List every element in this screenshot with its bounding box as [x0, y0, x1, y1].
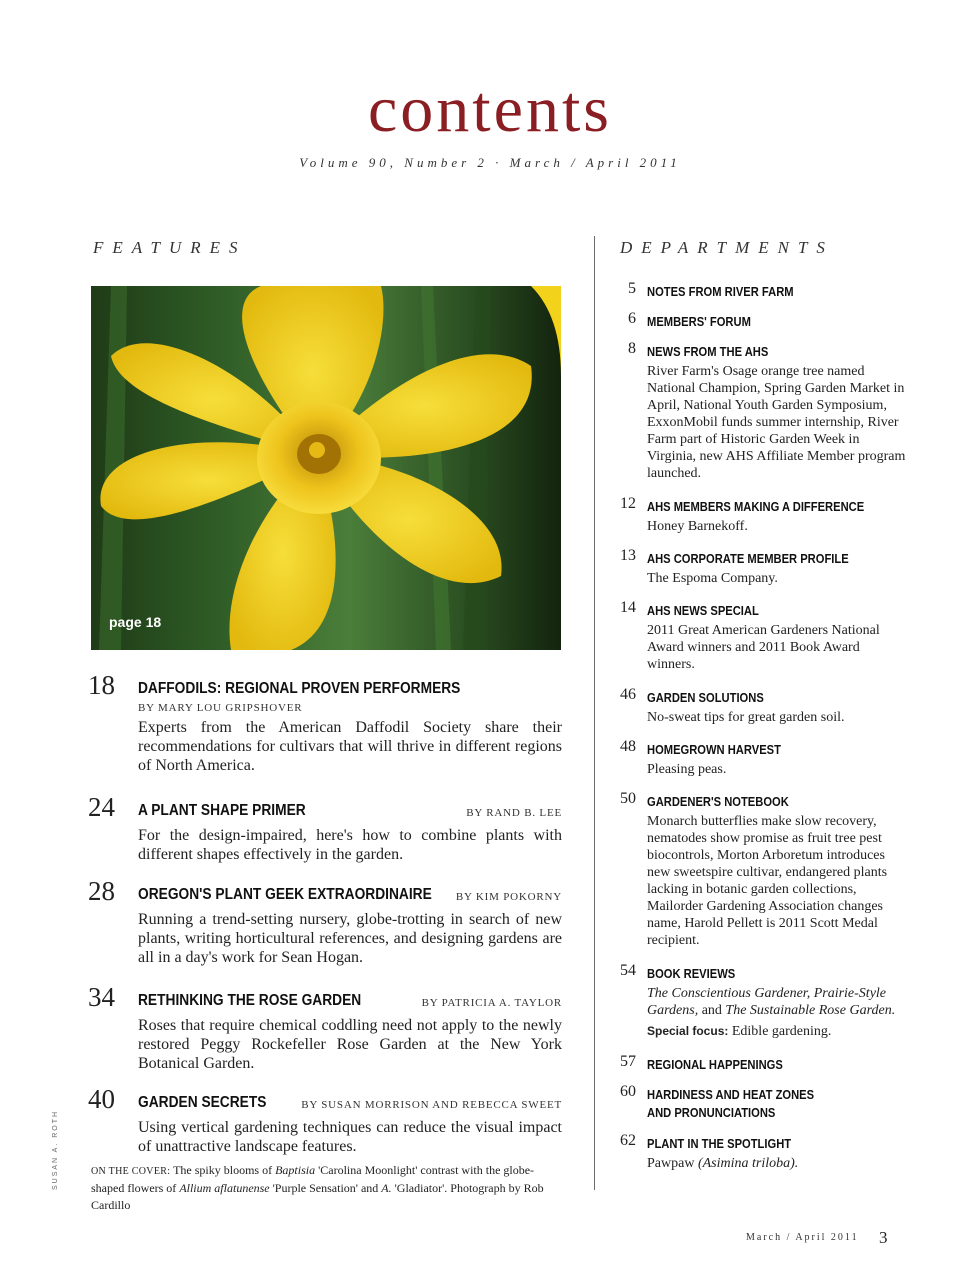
feature-byline: BY MARY LOU GRIPSHOVER [138, 702, 303, 714]
book-titles: The Sustainable Rose Garden. [725, 1003, 896, 1018]
department-title[interactable]: BOOK REVIEWS [647, 966, 736, 981]
department-title[interactable]: GARDEN SOLUTIONS [647, 690, 764, 705]
department-item[interactable] [616, 790, 906, 949]
special-focus-label: Special focus: [647, 1024, 729, 1038]
department-page-number: 60 [620, 1083, 636, 1100]
department-page-number: 8 [628, 340, 636, 357]
department-description: 2011 Great American Gardeners National Award winners and 2011 Book Award winners. [647, 623, 880, 672]
feature-page-number: 28 [88, 876, 115, 906]
feature-item[interactable] [88, 982, 562, 1073]
cover-note-text: 'Gladiator'. Photograph by Rob Cardillo [91, 1181, 544, 1212]
feature-description: Running a trend-setting nursery, globe-trotting in search of new plants, writing horticultural references, and designing gardens are all in a day's work for Sean Hogan. [138, 911, 562, 966]
department-title[interactable]: AHS NEWS SPECIAL [647, 603, 759, 618]
page-title: contents [368, 73, 612, 146]
department-description: Monarch butterflies make slow recovery, nematodes show promise as fruit tree pest biocontrols, Morton Arboretum introduces new sweetspire cultivar, endangered plants lacking in botanic garden collections, Mailorder Gardening Association changes name, Harold Pellett is 2011 Scott Medal recipient. [647, 814, 888, 948]
department-title[interactable]: GARDENER'S NOTEBOOK [647, 794, 789, 809]
department-description [647, 1155, 906, 1172]
department-description: The Espoma Company. [647, 571, 778, 586]
feature-byline: BY SUSAN MORRISON AND REBECCA SWEET [301, 1099, 562, 1111]
pawpaw-latin: (Asimina triloba). [697, 1156, 799, 1171]
cover-note-italic: Allium aflatunense [179, 1181, 270, 1195]
department-item[interactable] [616, 1083, 906, 1122]
feature-byline: BY KIM POKORNY [455, 891, 562, 903]
departments-heading: DEPARTMENTS [620, 238, 834, 257]
department-item[interactable] [616, 599, 906, 673]
footer-page-number: 3 [879, 1228, 888, 1247]
department-page-number: 5 [628, 280, 636, 297]
department-description: Pleasing peas. [647, 762, 727, 777]
feature-description: Using vertical gardening techniques can reduce the visual impact of unattractive landscape features. [138, 1119, 562, 1155]
cover-note-label: ON THE COVER: [91, 1166, 171, 1177]
department-description: No-sweat tips for great garden soil. [647, 710, 845, 725]
department-page-number: 48 [620, 738, 636, 755]
feature-title[interactable]: GARDEN SECRETS [138, 1094, 267, 1111]
department-description: Honey Barnekoff. [647, 519, 748, 534]
department-page-number: 6 [628, 310, 636, 327]
feature-item[interactable] [88, 1084, 562, 1156]
special-focus-text: Edible gardening. [728, 1024, 832, 1039]
department-title[interactable]: PLANT IN THE SPOTLIGHT [647, 1136, 792, 1151]
cover-note-italic: Baptisia [275, 1163, 316, 1177]
feature-page-number: 34 [88, 982, 115, 1012]
department-item[interactable] [616, 1053, 906, 1074]
department-page-number: 57 [620, 1053, 636, 1070]
daffodil-photo[interactable] [91, 286, 561, 650]
department-page-number: 54 [620, 962, 636, 979]
column-divider [594, 236, 595, 1190]
department-page-number: 12 [620, 495, 636, 512]
feature-title[interactable]: RETHINKING THE ROSE GARDEN [138, 992, 362, 1009]
special-focus [647, 1023, 906, 1040]
department-description: River Farm's Osage orange tree named National Champion, Spring Garden Market in April, National Youth Garden Symposium, ExxonMobil funds summer internship, River Farm part of Historic Garden Week in Virginia, new AHS Affiliate Member program launched. [647, 364, 906, 481]
cover-note-text: 'Carolina Moonlight' contrast with the globe-shaped flowers of [91, 1163, 535, 1195]
department-item[interactable] [616, 1132, 906, 1172]
department-page-number: 46 [620, 686, 636, 703]
photo-credit: SUSAN A. ROTH [52, 1109, 59, 1190]
feature-page-number: 18 [88, 670, 115, 700]
feature-page-number: 24 [88, 792, 115, 822]
feature-item[interactable] [88, 876, 562, 967]
department-item[interactable] [616, 962, 906, 1040]
cover-note-text: 'Purple Sensation' and [269, 1181, 382, 1195]
pawpaw-text: Pawpaw [647, 1156, 698, 1171]
feature-description: Experts from the American Daffodil Society share their recommendations for cultivars that will thrive in different regions of North America. [138, 719, 562, 774]
cover-note [91, 1162, 563, 1214]
feature-byline: BY PATRICIA A. TAYLOR [421, 997, 562, 1009]
department-item[interactable] [616, 310, 906, 331]
feature-item[interactable] [88, 670, 562, 775]
department-title[interactable]: MEMBERS' FORUM [647, 314, 751, 329]
issue-subtitle: Volume 90, Number 2 · March / April 2011 [299, 155, 681, 170]
department-title[interactable]: REGIONAL HAPPENINGS [647, 1057, 783, 1072]
feature-title[interactable]: OREGON'S PLANT GEEK EXTRAORDINAIRE [138, 886, 432, 903]
department-description [647, 985, 906, 1019]
department-title[interactable]: NOTES FROM RIVER FARM [647, 284, 794, 299]
department-page-number: 50 [620, 790, 636, 807]
feature-page-number: 40 [88, 1084, 115, 1114]
feature-description: Roses that require chemical coddling need not apply to the newly restored Peggy Rockefeller Rose Garden at the New York Botanical Garden. [138, 1017, 562, 1072]
department-item[interactable] [616, 686, 906, 726]
department-item[interactable] [616, 738, 906, 778]
department-title[interactable]: HOMEGROWN HARVEST [647, 742, 781, 757]
department-item[interactable] [616, 280, 906, 301]
feature-description: For the design-impaired, here's how to combine plants with different shapes effectively in the garden. [138, 827, 562, 863]
department-title[interactable]: NEWS FROM THE AHS [647, 344, 769, 359]
department-item[interactable] [616, 547, 906, 587]
photo-page-caption: page 18 [109, 614, 162, 630]
department-page-number: 14 [620, 599, 636, 616]
department-title[interactable]: AHS MEMBERS MAKING A DIFFERENCE [647, 499, 865, 514]
cover-note-italic: A. [381, 1181, 392, 1195]
feature-title[interactable]: A PLANT SHAPE PRIMER [138, 802, 306, 819]
daffodil-illustration [91, 286, 561, 650]
department-title[interactable]: AHS CORPORATE MEMBER PROFILE [647, 551, 849, 566]
department-page-number: 13 [620, 547, 636, 564]
department-title[interactable]: HARDINESS AND HEAT ZONES AND PRONUNCIATIONS [647, 1087, 815, 1120]
footer-issue: March / April 2011 [746, 1232, 859, 1243]
department-page-number: 62 [620, 1132, 636, 1149]
feature-byline: BY RAND B. LEE [466, 807, 562, 819]
feature-title[interactable]: DAFFODILS: REGIONAL PROVEN PERFORMERS [138, 680, 461, 697]
book-titles: The Conscientious Gardener, Prairie-Style Gardens, [647, 986, 887, 1018]
feature-item[interactable] [88, 792, 562, 864]
book-and: and [698, 1003, 726, 1018]
department-item[interactable] [616, 340, 906, 482]
features-heading: FEATURES [93, 238, 247, 257]
department-item[interactable] [616, 495, 906, 535]
cover-note-text: The spiky blooms of [173, 1163, 276, 1177]
